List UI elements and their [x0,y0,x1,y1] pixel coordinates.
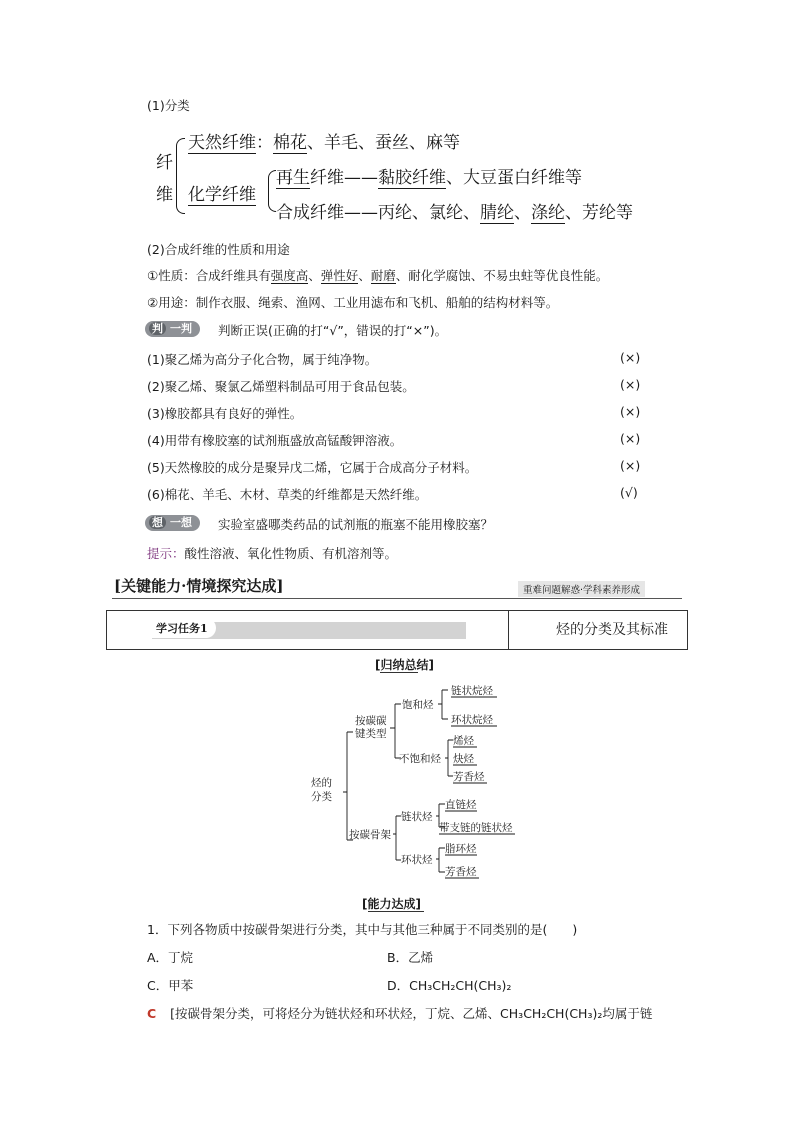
judge-mark: (√) [620,485,638,500]
judge-item: (4)用带有橡胶塞的试剂瓶盛放高锰酸钾溶液。 [147,433,403,448]
think-question: 实验室盛哪类药品的试剂瓶的瓶塞不能用橡胶塞？ [218,517,494,532]
tree-bond-type-line2: 键类型 [355,728,387,740]
tree-chain: 链状烃 [401,811,433,823]
tree-aromatic-1: 芳香烃 [453,771,485,783]
summary-underline [380,672,418,673]
hydrocarbon-classification-tree [305,682,565,892]
section-title: [关键能力·情境探究达成] [114,577,284,595]
synthetic-mid: 、 [514,203,531,223]
properties-line [147,266,608,284]
tree-branched: 带支链的链状烃 [439,822,513,834]
regenerated-rest: 、大豆蛋白纤维等 [446,168,582,188]
judge-badge-char: 判 [149,322,166,335]
prop-strength: 强度高 [270,268,309,283]
tree-ring-alkane: 环状烷烃 [451,714,493,726]
task-badge: 学习任务1 [148,618,216,638]
prop-sep1: 、 [308,268,321,283]
judge-item: (2)聚乙烯、聚氯乙烯塑料制品可用于食品包装。 [147,379,415,394]
chemical-fiber-label [188,180,256,205]
ability-label: [能力达成] [362,897,421,911]
tree-alkene: 烯烃 [453,735,474,747]
question-stem: 1．下列各物质中按碳骨架进行分类，其中与其他三种属于不同类别的是( ) [147,922,578,937]
summary-label: [归纳总结] [375,658,434,672]
answer-line [147,1004,652,1022]
viscose-fiber: 黏胶纤维 [378,168,446,188]
natural-fiber-rest: 、羊毛、蚕丝、麻等 [307,133,460,153]
option-c: C．甲苯 [147,978,194,993]
prop-rest: 、耐化学腐蚀、不易虫蛀等优良性能。 [395,268,609,283]
judge-mark: (×) [620,350,641,365]
tree-root-line1: 烃的 [311,777,332,789]
regenerated-fiber-row [276,163,582,188]
acrylic-fiber: 腈纶 [480,203,514,223]
classification-heading: (1)分类 [147,98,190,113]
judge-item: (3)橡胶都具有良好的弹性。 [147,406,303,421]
tree-unsaturated: 不饱和烃 [399,753,441,765]
prop-elasticity: 弹性好 [320,268,359,283]
task-title: 烃的分类及其标准 [556,622,668,638]
natural-fiber-cotton: 棉花 [273,133,307,153]
tree-aromatic-2: 芳香烃 [445,866,477,878]
tree-chain-alkane: 链状烷烃 [451,685,493,697]
judge-badge [145,321,200,337]
prop-wear: 耐磨 [370,268,396,283]
option-d: D．CH₃CH₂CH(CH₃)₂ [387,978,512,993]
fiber-label-char2: 维 [156,185,173,205]
tree-alkyne: 炔烃 [453,753,474,765]
tree-alicyclic: 脂环烃 [445,843,477,855]
judge-instruction: 判断正误(正确的打“√”，错误的打“×”)。 [218,323,448,338]
judge-item: (6)棉花、羊毛、木材、草类的纤维都是天然纤维。 [147,487,428,502]
prop-sep2: 、 [358,268,371,283]
option-a: A．丁烷 [147,950,194,965]
judge-mark: (×) [620,431,641,446]
root-brace [343,732,353,840]
hint-label: 提示： [147,546,185,561]
judge-mark: (×) [620,377,641,392]
regenerated-label: 再生 [276,168,310,188]
tree-ring: 环状烃 [401,854,433,866]
tree-root-line2: 分类 [311,791,332,803]
tree-bond-type-line1: 按碳碳 [355,715,387,727]
tree-skeleton: 按碳骨架 [349,829,391,841]
synthetic-text1: 合成纤维——丙纶、氯纶、 [276,203,480,223]
polyester-fiber: 涤纶 [531,203,565,223]
tree-straight: 直链烃 [445,799,477,811]
section-rule [112,598,682,599]
judge-mark: (×) [620,404,641,419]
saturated-brace [438,690,448,719]
tree-saturated: 饱和烃 [402,699,434,711]
judge-item: (5)天然橡胶的成分是聚异戊二烯，它属于合成高分子材料。 [147,460,478,475]
properties-heading: (2)合成纤维的性质和用途 [147,242,290,257]
answer-explanation: [按碳骨架分类，可将烃分为链状烃和环状烃，丁烷、乙烯、CH₃CH₂CH(CH₃)₂均属于链 [170,1006,653,1021]
natural-fiber-label: 天然纤维 [188,133,256,153]
regenerated-label-rest: 纤维—— [310,168,378,188]
ability-underline [368,911,424,912]
bond-brace [390,704,401,758]
synthetic-text2: 、芳纶等 [565,203,633,223]
fiber-label-char1: 纤 [156,153,173,173]
natural-fiber-row [188,128,460,153]
think-badge-text: 一想 [170,516,192,529]
judge-item: (1)聚乙烯为高分子化合物，属于纯净物。 [147,352,378,367]
uses-line: ②用途：制作衣服、绳索、渔网、工业用滤布和飞机、船舶的结构材料等。 [147,295,559,310]
judge-mark: (×) [620,458,641,473]
synthetic-fiber-row [276,198,633,223]
hint-text: 酸性溶液、氧化性物质、有机溶剂等。 [184,546,398,561]
skeleton-brace [393,816,401,860]
section-tag: 重难问题解惑·学科素养形成 [518,581,645,597]
chemical-fiber-text: 化学纤维 [188,185,256,205]
option-b: B．乙烯 [387,950,434,965]
prop-prefix: ①性质：合成纤维具有 [147,268,271,283]
think-badge [145,515,200,531]
answer-letter: C [147,1006,157,1021]
task-divider [508,610,509,650]
ring-brace [436,848,445,872]
judge-badge-text: 一判 [170,322,192,335]
fiber-brace [176,138,185,214]
natural-fiber-sep: ： [256,133,273,153]
think-hint [147,544,397,562]
unsaturated-brace [445,740,453,776]
think-badge-char: 想 [149,516,166,529]
chemical-brace [268,170,276,212]
